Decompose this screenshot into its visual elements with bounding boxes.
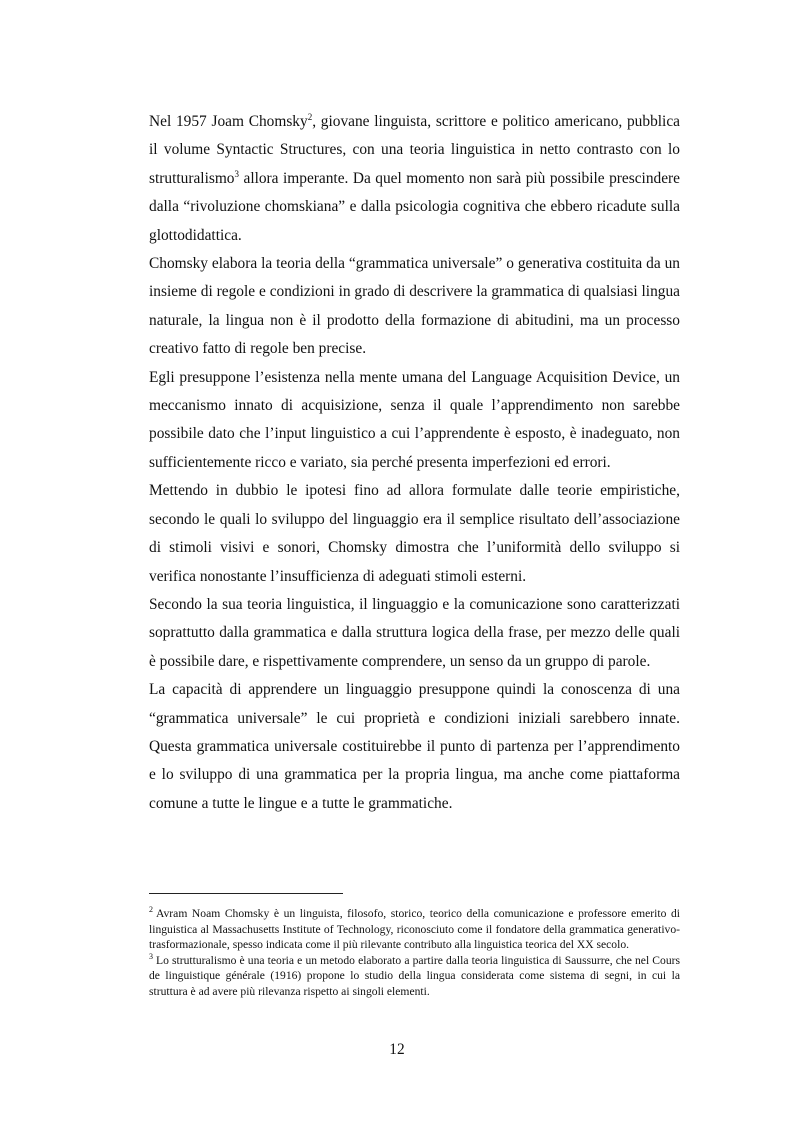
paragraph-1-middle: , giovane linguista, scrittore e politico americano, pubblica il volume Syntactic Structures, con una teoria linguistica in netto contrasto con lo strutturalismo: [149, 113, 680, 187]
paragraph-1: [149, 108, 680, 250]
paragraph-1-end: allora imperante. Da quel momento non sarà più possibile prescindere dalla “rivoluzione chomskiana” e dalla psicologia cognitiva che ebbero ricadute sulla glottodidattica.: [149, 169, 680, 244]
footnote-separator: [149, 893, 343, 894]
footnote-text-3: Lo strutturalismo è una teoria e un metodo elaborato a partire dalla teoria linguistica di Saussurre, che nel Cours de linguistique générale (1916) propone lo studio della lingua considerata come sistema di segni, in cui la struttura è ad avere più rilevanza rispetto ai singoli elementi.: [149, 953, 680, 998]
paragraph-4: Mettendo in dubbio le ipotesi fino ad allora formulate dalle teorie empiristiche, secondo le quali lo sviluppo del linguaggio era il semplice risultato dell’associazione di stimoli visivi e sonori, Chomsky dimostra che l’uniformità dello sviluppo si verifica nonostante l’insufficienza di adeguati stimoli esterni.: [149, 482, 680, 585]
paragraph-5: Secondo la sua teoria linguistica, il linguaggio e la comunicazione sono caratterizzati soprattutto dalla grammatica e dalla struttura logica della frase, per mezzo delle quali è possibile dare, e rispettivamente comprendere, un senso da un gruppo di parole.: [149, 595, 680, 670]
footnote-number-2: 2: [149, 905, 153, 915]
paragraph-1-start: Nel 1957 Joam Chomsky: [149, 113, 308, 130]
paragraph-6: La capacità di apprendere un linguaggio presuppone quindi la conoscenza di una “grammatica universale” le cui proprietà e condizioni iniziali sarebbero innate. Questa grammatica universale costituirebbe il punto di partenza per l’apprendimento e lo sviluppo di una grammatica per la propria lingua, ma anche come piattaforma comune a tutte le lingue e a tutte le grammatiche.: [149, 681, 680, 812]
footnote-2: [149, 906, 680, 953]
paragraph-2: Chomsky elabora la teoria della “grammatica universale” o generativa costituita da un insieme di regole e condizioni in grado di descrivere la grammatica di qualsiasi lingua naturale, la lingua non è il prodotto della formazione di abitudini, ma un processo creativo fatto di regole ben precise.: [149, 255, 680, 358]
page-number: 12: [389, 1041, 405, 1058]
footnote-number-3: 3: [149, 951, 153, 961]
paragraph-3: Egli presuppone l’esistenza nella mente umana del Language Acquisition Device, un meccanismo innato di acquisizione, senza il quale l’apprendimento non sarebbe possibile dato che l’input linguistico a cui l’apprendente è esposto, è inadeguato, non sufficientemente ricco e variato, sia perché presenta imperfezioni ed errori.: [149, 368, 680, 471]
body-text: [149, 108, 680, 818]
footnotes: [149, 906, 680, 1000]
footnote-ref-3[interactable]: 3: [234, 168, 239, 179]
footnote-3: [149, 953, 680, 1000]
footnote-ref-2[interactable]: 2: [307, 111, 313, 122]
footnote-text-2: Avram Noam Chomsky è un linguista, filosofo, storico, teorico della comunicazione e professore emerito di linguistica al Massachusetts Institute of Technology, riconosciuto come il fondatore della grammatica generativo-trasformazionale, spesso indicata come il più rilevante contributo alla linguistica teorica del XX secolo.: [149, 907, 680, 952]
